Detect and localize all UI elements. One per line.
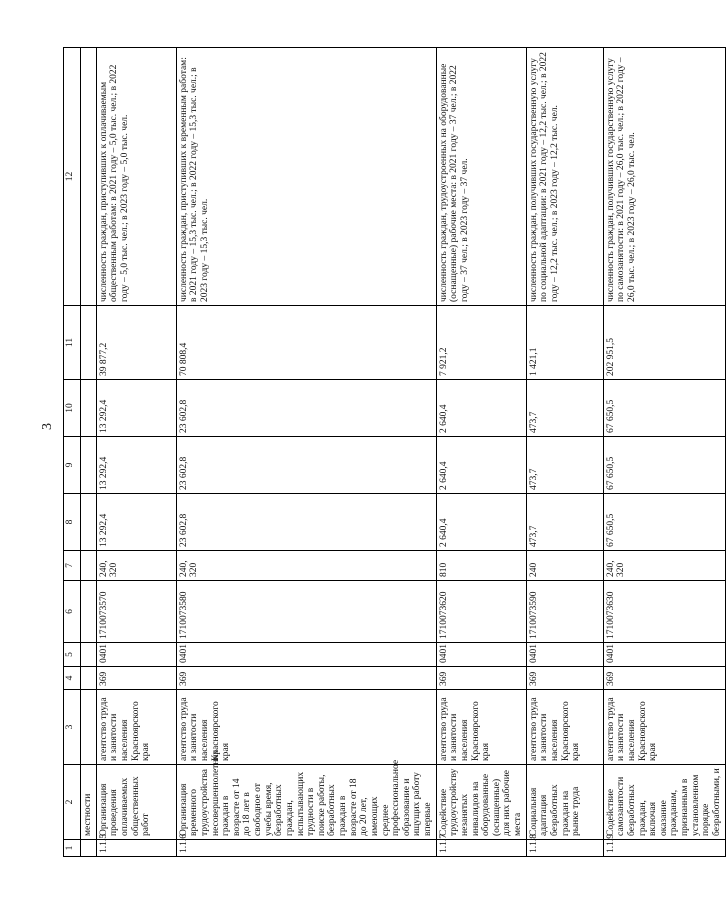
amount-2023: 23 602,8 [176, 380, 436, 437]
table-row [436, 48, 526, 857]
agency-name: агентство труда и занятости населения Красноярского края [176, 690, 436, 765]
amount-2021: 23 602,8 [176, 494, 436, 551]
col-header-3: 3 [64, 690, 81, 765]
amount-total: 7 921,2 [436, 306, 526, 380]
table-row [603, 48, 725, 857]
table-row [176, 48, 436, 857]
amount-2021: 473,7 [526, 494, 603, 551]
rzpr-code: 0401 [176, 643, 436, 667]
cell-empty [81, 690, 97, 765]
row-number: 1.1.7 [436, 840, 526, 857]
amount-2021: 13 292,4 [96, 494, 176, 551]
amount-2022: 473,7 [526, 437, 603, 494]
table-row [526, 48, 603, 857]
expected-result: численность граждан, получивших государственную услугу по социальной адаптации: в 2021 году – 12,2 тыс. чел.; в 2022 году – 12,2 тыс. чел.; в 2023 году – 12,2 тыс. чел. [526, 48, 603, 306]
amount-2021: 67 650,5 [603, 494, 725, 551]
vr-code: 240, 320 [603, 551, 725, 581]
col-header-5: 5 [64, 643, 81, 667]
rotated-table-container [63, 48, 722, 857]
csr-code: 1710073580 [176, 581, 436, 643]
csr-code: 1710073630 [603, 581, 725, 643]
row-number: 1.1.5 [96, 840, 176, 857]
col-header-10: 10 [64, 380, 81, 437]
vr-code: 240, 320 [176, 551, 436, 581]
cell-empty [81, 667, 97, 690]
grbs-code: 369 [603, 667, 725, 690]
vr-code: 240, 320 [96, 551, 176, 581]
amount-total: 70 808,4 [176, 306, 436, 380]
rzpr-code: 0401 [526, 643, 603, 667]
amount-2023: 473,7 [526, 380, 603, 437]
expected-result: численность граждан, приступивших к временным работам: в 2021 году – 15,3 тыс. чел.; в 2022 году – 15,3 тыс. чел.; в 2023 году – 15,3 тыс. чел. [176, 48, 436, 306]
agency-name: агентство труда и занятости населения Красноярского края [436, 690, 526, 765]
cell-empty [81, 551, 97, 581]
col-header-1: 1 [64, 840, 81, 857]
csr-code: 1710073620 [436, 581, 526, 643]
amount-total: 202 951,5 [603, 306, 725, 380]
cell-empty [81, 840, 97, 857]
cell-empty [81, 48, 97, 306]
page-number: 3 [40, 423, 55, 430]
amount-2022: 23 602,8 [176, 437, 436, 494]
activity-name: Социальная адаптация безработных граждан на рынке труда [526, 765, 603, 840]
column-number-row [64, 48, 81, 857]
row-number: 1.1.6 [176, 840, 436, 857]
cell-empty [81, 437, 97, 494]
grbs-code: 369 [526, 667, 603, 690]
expected-result: численность граждан, получивших государственную услугу по самозанятости: в 2021 году – 26,0 тыс. чел.; в 2022 году – 26,0 тыс. чел.; в 2023 году – 26,0 тыс. чел. [603, 48, 725, 306]
expected-result: численность граждан, приступивших к оплачиваемым общественным работам: в 2021 году – 5,0 тыс. чел.; в 2022 году – 5,0 тыс. чел.; в 2023 году – 5,0 тыс. чел. [96, 48, 176, 306]
col-header-11: 11 [64, 306, 81, 380]
vr-code: 240 [526, 551, 603, 581]
cell-empty [81, 306, 97, 380]
vr-code: 810 [436, 551, 526, 581]
cell-empty [81, 643, 97, 667]
col-header-12: 12 [64, 48, 81, 306]
row-number: 1.1.9 [603, 840, 725, 857]
activity-name: Организация проведения оплачиваемых общественных работ [96, 765, 176, 840]
rzpr-code: 0401 [603, 643, 725, 667]
agency-name: агентство труда и занятости населения Красноярского края [96, 690, 176, 765]
row-number: 1.1.8 [526, 840, 603, 857]
col-header-4: 4 [64, 667, 81, 690]
col-header-7: 7 [64, 551, 81, 581]
amount-total: 39 877,2 [96, 306, 176, 380]
agency-name: агентство труда и занятости населения Красноярского края [603, 690, 725, 765]
grbs-code: 369 [436, 667, 526, 690]
continuation-row [81, 48, 97, 857]
col-header-8: 8 [64, 494, 81, 551]
table-row [96, 48, 176, 857]
amount-2022: 67 650,5 [603, 437, 725, 494]
amount-2023: 13 292,4 [96, 380, 176, 437]
program-activities-table [63, 47, 726, 857]
amount-2021: 2 640,4 [436, 494, 526, 551]
cell-empty [81, 380, 97, 437]
col-header-6: 6 [64, 581, 81, 643]
amount-2022: 2 640,4 [436, 437, 526, 494]
expected-result: численность граждан, трудоустроенных на оборудованные (оснащенные) рабочие места: в 2021 году – 37 чел.; в 2022 году – 37 чел.; в 2023 году – 37 чел. [436, 48, 526, 306]
grbs-code: 369 [96, 667, 176, 690]
cell-empty [81, 494, 97, 551]
amount-total: 1 421,1 [526, 306, 603, 380]
activity-name: Содействие самозанятости безработных граждан, включая оказание гражданам, признанным в установленном порядке безработными, и [603, 765, 725, 840]
amount-2023: 67 650,5 [603, 380, 725, 437]
activity-name: Содействие трудоустройству незанятых инвалидов на оборудованные (оснащенные) для них рабочие места [436, 765, 526, 840]
col-header-9: 9 [64, 437, 81, 494]
continuation-text: местности [81, 765, 97, 840]
csr-code: 1710073590 [526, 581, 603, 643]
cell-empty [81, 581, 97, 643]
rzpr-code: 0401 [96, 643, 176, 667]
rzpr-code: 0401 [436, 643, 526, 667]
amount-2023: 2 640,4 [436, 380, 526, 437]
csr-code: 1710073570 [96, 581, 176, 643]
agency-name: агентство труда и занятости населения Красноярского края [526, 690, 603, 765]
grbs-code: 369 [176, 667, 436, 690]
col-header-2: 2 [64, 765, 81, 840]
amount-2022: 13 292,4 [96, 437, 176, 494]
activity-name: Организация временного трудоустройства несовершеннолетних граждан в возрасте от 14 до 18 лет в свободное от учебы время, безработных граждан, испытывающих трудности в поиске работы, безработных граждан в возрасте от 18 до 20 лет, имеющих среднее профессиональное образование и ищущих работу впервые [176, 765, 436, 840]
